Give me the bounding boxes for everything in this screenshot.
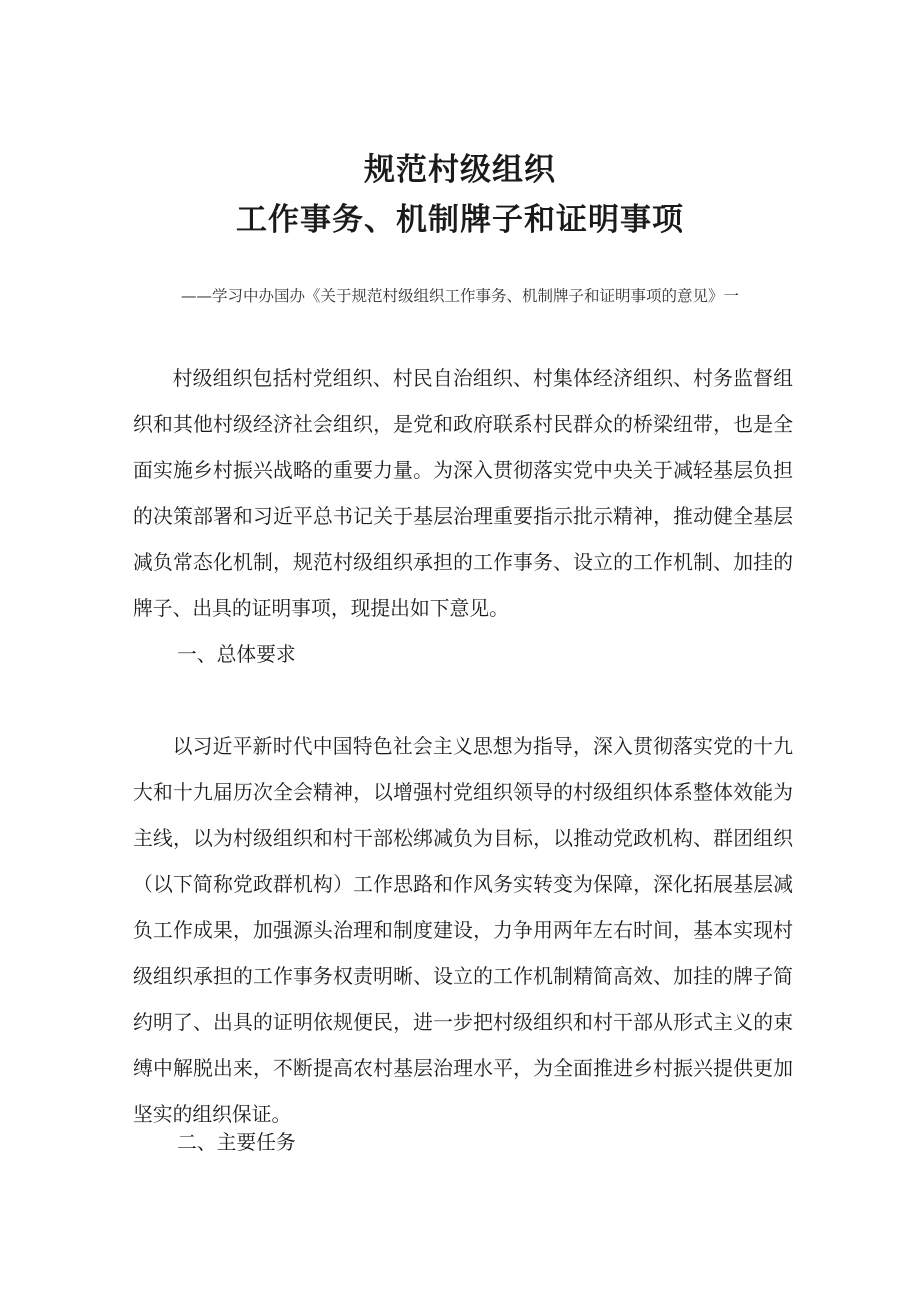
general-requirements-paragraph: 以习近平新时代中国特色社会主义思想为指导，深入贯彻落实党的十九大和十九届历次全会精神，以增强村党组织领导的村级组织体系整体效能为主线，以为村级组织和村干部松绑减负为目标，以推动党政机构、群团组织（以下简称党政群机构）工作思路和作风务实转变为保障，深化拓展基层减负工作成果，加强源头治理和制度建设，力争用两年左右时间，基本实现村级组织承担的工作事务权责明晰、设立的工作机制精简高效、加挂的牌子简约明了、出具的证明依规便民，进一步把村级组织和村干部从形式主义的束缚中解脱出来，不断提高农村基层治理水平，为全面推进乡村振兴提供更加坚实的组织保证。 [133,735,793,1126]
document-title-line-2: 工作事务、机制牌子和证明事项 [236,202,684,238]
document-title-line-1: 规范村级组织 [364,152,556,188]
section-heading-main-tasks: 二、主要任务 [177,1131,296,1154]
section-heading-general-requirements: 一、总体要求 [177,643,296,666]
intro-paragraph: 村级组织包括村党组织、村民自治组织、村集体经济组织、村务监督组织和其他村级经济社会组织，是党和政府联系村民群众的桥梁纽带，也是全面实施乡村振兴战略的重要力量。为深入贯彻落实党中央关于减轻基层负担的决策部署和习近平总书记关于基层治理重要指示批示精神，推动健全基层减负常态化机制，规范村级组织承担的工作事务、设立的工作机制、加挂的牌子、出具的证明事项，现提出如下意见。 [133,367,793,620]
document-subtitle: ——学习中办国办《关于规范村级组织工作事务、机制牌子和证明事项的意见》一 [180,287,739,305]
